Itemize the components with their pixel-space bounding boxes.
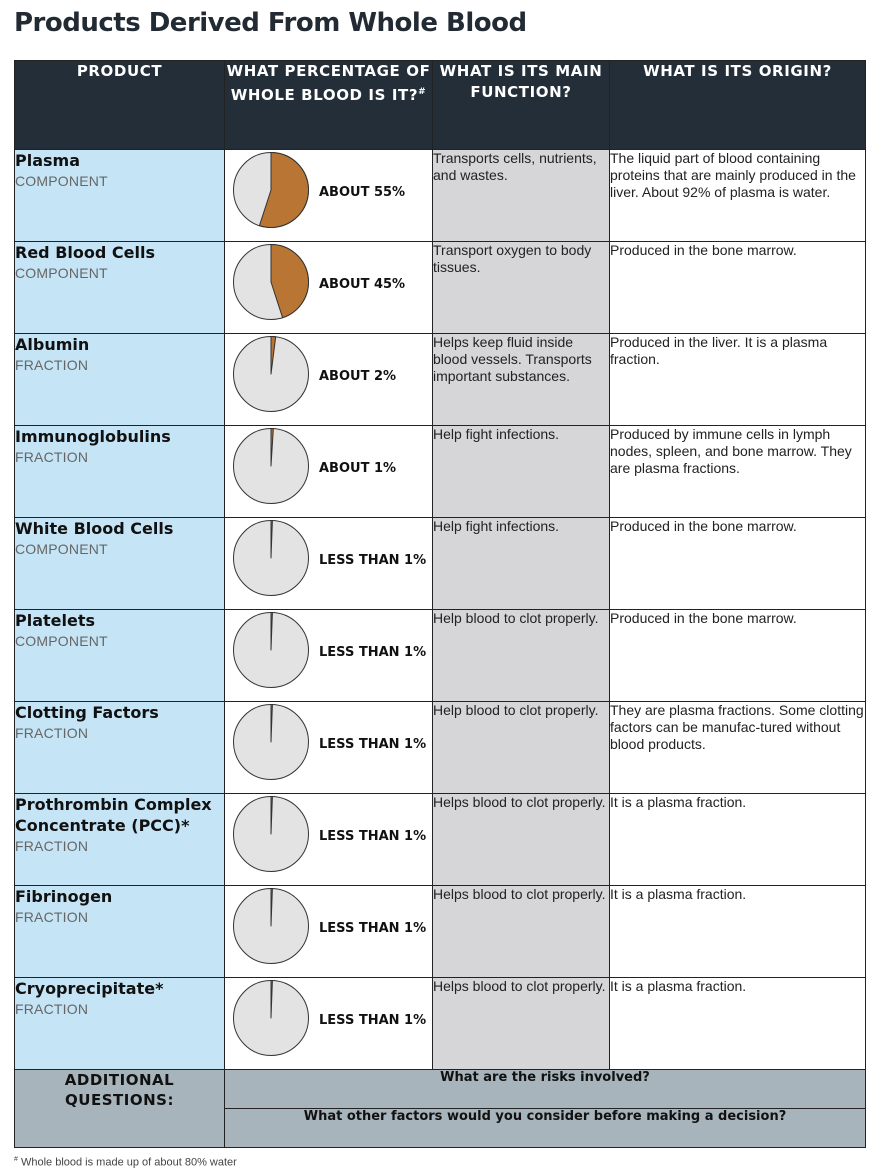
product-name: Plasma <box>15 151 80 170</box>
table-row <box>15 426 866 518</box>
pie-svg <box>231 610 311 690</box>
table-row <box>15 518 866 610</box>
header-product: PRODUCT <box>15 61 225 150</box>
percentage-cell <box>225 610 433 702</box>
origin-cell: Produced in the bone marrow. <box>610 518 866 610</box>
percentage-label: ABOUT 1% <box>319 461 397 476</box>
footnote-mark: # <box>14 1156 18 1163</box>
product-cell <box>15 334 225 426</box>
function-cell: Help fight infections. <box>433 518 610 610</box>
question-other-factors: What other factors would you consider before making a decision? <box>225 1109 866 1148</box>
pie-svg <box>231 150 311 230</box>
header-percentage-mark: # <box>418 87 427 97</box>
footnote <box>14 1156 237 1169</box>
product-type: COMPONENT <box>15 633 108 649</box>
product-cell <box>15 886 225 978</box>
additional-questions-label: ADDITIONAL QUESTIONS: <box>15 1070 225 1148</box>
percentage-cell <box>225 978 433 1070</box>
footnote-text: Whole blood is made up of about 80% water <box>17 1156 237 1169</box>
product-cell <box>15 978 225 1070</box>
percentage-cell <box>225 150 433 242</box>
function-cell: Helps blood to clot properly. <box>433 794 610 886</box>
product-cell <box>15 426 225 518</box>
product-rows <box>15 150 866 1070</box>
product-cell <box>15 610 225 702</box>
percentage-cell <box>225 886 433 978</box>
page-title: Products Derived From Whole Blood <box>14 8 527 38</box>
function-cell: Helps keep fluid inside blood vessels. Transports important substances. <box>433 334 610 426</box>
table-row <box>15 610 866 702</box>
product-name: Clotting Factors <box>15 703 159 722</box>
header-row <box>15 61 866 150</box>
product-type: FRACTION <box>15 838 89 854</box>
pie-chart <box>231 242 311 327</box>
percentage-label: LESS THAN 1% <box>319 829 427 844</box>
product-type: FRACTION <box>15 449 89 465</box>
origin-cell: It is a plasma fraction. <box>610 978 866 1070</box>
pie-chart <box>231 150 311 235</box>
product-cell <box>15 150 225 242</box>
pie-chart <box>231 334 311 419</box>
origin-cell: The liquid part of blood containing proteins that are mainly produced in the liver. About 92% of plasma is water. <box>610 150 866 242</box>
pie-svg <box>231 702 311 782</box>
function-cell: Helps blood to clot properly. <box>433 886 610 978</box>
percentage-label: LESS THAN 1% <box>319 1013 427 1028</box>
product-cell <box>15 242 225 334</box>
percentage-cell <box>225 426 433 518</box>
header-origin: WHAT IS ITS ORIGIN? <box>610 61 866 150</box>
pie-chart <box>231 426 311 511</box>
function-cell: Transport oxygen to body tissues. <box>433 242 610 334</box>
percentage-cell <box>225 518 433 610</box>
header-percentage-text: WHAT PERCENTAGE OF WHOLE BLOOD IS IT? <box>226 62 431 104</box>
product-name: Prothrombin Complex Concentrate (PCC)* <box>15 795 212 835</box>
origin-cell: Produced by immune cells in lymph nodes, spleen, and bone marrow. They are plasma fractions. <box>610 426 866 518</box>
pie-svg <box>231 518 311 598</box>
table-row <box>15 702 866 794</box>
product-type: FRACTION <box>15 357 89 373</box>
percentage-cell <box>225 242 433 334</box>
table-row <box>15 978 866 1070</box>
table-row <box>15 886 866 978</box>
table-row <box>15 150 866 242</box>
question-risks: What are the risks involved? <box>225 1070 866 1109</box>
function-cell: Transports cells, nutrients, and wastes. <box>433 150 610 242</box>
product-type: FRACTION <box>15 909 89 925</box>
percentage-label: LESS THAN 1% <box>319 737 427 752</box>
header-function: WHAT IS ITS MAIN FUNCTION? <box>433 61 610 150</box>
percentage-cell <box>225 794 433 886</box>
header-percentage <box>225 61 433 150</box>
pie-svg <box>231 334 311 414</box>
product-cell <box>15 702 225 794</box>
product-type: COMPONENT <box>15 265 108 281</box>
percentage-label: ABOUT 55% <box>319 185 406 200</box>
product-name: Cryoprecipitate* <box>15 979 164 998</box>
product-cell <box>15 794 225 886</box>
product-type: FRACTION <box>15 725 89 741</box>
pie-svg <box>231 242 311 322</box>
function-cell: Help blood to clot properly. <box>433 702 610 794</box>
additional-questions-row-1 <box>15 1070 866 1109</box>
pie-chart <box>231 518 311 603</box>
percentage-label: LESS THAN 1% <box>319 645 427 660</box>
function-cell: Helps blood to clot properly. <box>433 978 610 1070</box>
pie-chart <box>231 610 311 695</box>
pie-svg <box>231 794 311 874</box>
table-row <box>15 794 866 886</box>
pie-chart <box>231 794 311 879</box>
percentage-label: LESS THAN 1% <box>319 553 427 568</box>
origin-cell: It is a plasma fraction. <box>610 794 866 886</box>
product-name: White Blood Cells <box>15 519 174 538</box>
percentage-cell <box>225 334 433 426</box>
pie-chart <box>231 702 311 787</box>
pie-chart <box>231 886 311 971</box>
products-table <box>14 60 866 1148</box>
pie-svg <box>231 426 311 506</box>
product-name: Albumin <box>15 335 90 354</box>
origin-cell: Produced in the bone marrow. <box>610 610 866 702</box>
function-cell: Help blood to clot properly. <box>433 610 610 702</box>
product-name: Platelets <box>15 611 96 630</box>
function-cell: Help fight infections. <box>433 426 610 518</box>
origin-cell: It is a plasma fraction. <box>610 886 866 978</box>
percentage-label: ABOUT 45% <box>319 277 406 292</box>
product-type: COMPONENT <box>15 541 108 557</box>
origin-cell: Produced in the bone marrow. <box>610 242 866 334</box>
percentage-label: LESS THAN 1% <box>319 921 427 936</box>
pie-svg <box>231 978 311 1058</box>
product-name: Red Blood Cells <box>15 243 155 262</box>
product-name: Immunoglobulins <box>15 427 171 446</box>
origin-cell: Produced in the liver. It is a plasma fraction. <box>610 334 866 426</box>
product-name: Fibrinogen <box>15 887 113 906</box>
percentage-label: ABOUT 2% <box>319 369 397 384</box>
percentage-cell <box>225 702 433 794</box>
product-type: COMPONENT <box>15 173 108 189</box>
table-row <box>15 334 866 426</box>
origin-cell: They are plasma fractions. Some clotting factors can be manufac-tured without blood products. <box>610 702 866 794</box>
table-row <box>15 242 866 334</box>
pie-chart <box>231 978 311 1063</box>
pie-svg <box>231 886 311 966</box>
product-cell <box>15 518 225 610</box>
product-type: FRACTION <box>15 1001 89 1017</box>
